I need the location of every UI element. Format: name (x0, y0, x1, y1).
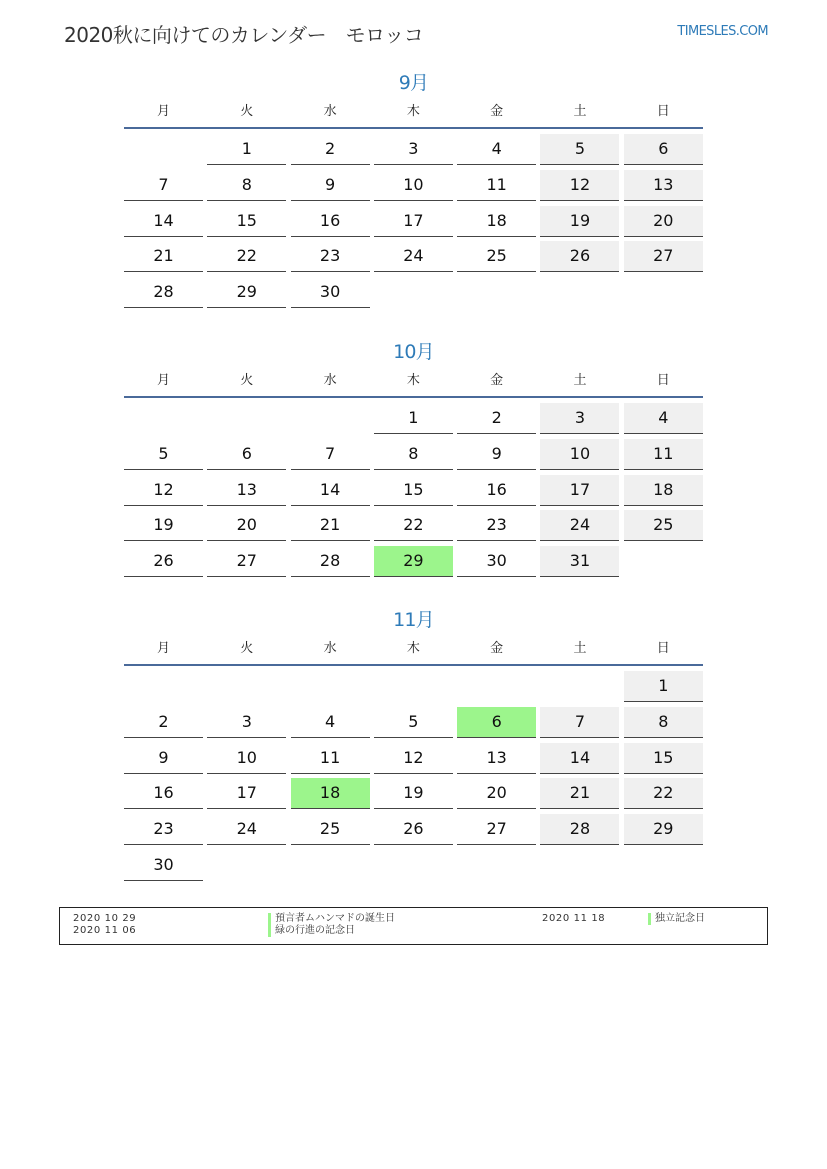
empty-cell (374, 671, 453, 701)
day-cell[interactable]: 29 (624, 814, 703, 845)
month-november (124, 606, 703, 881)
day-cell[interactable]: 23 (291, 241, 370, 272)
day-cell[interactable]: 30 (124, 850, 203, 881)
day-cell[interactable]: 23 (457, 510, 536, 541)
day-cell[interactable]: 20 (207, 510, 286, 541)
day-cell[interactable]: 5 (374, 707, 453, 738)
holiday-legend (59, 907, 768, 945)
day-cell[interactable]: 28 (540, 814, 619, 845)
weekday-label: 水 (323, 373, 337, 388)
day-cell[interactable]: 26 (374, 814, 453, 845)
weekday-label: 木 (406, 373, 420, 388)
empty-cell (207, 403, 286, 433)
day-cell[interactable]: 1 (374, 403, 453, 434)
day-cell[interactable]: 14 (540, 743, 619, 774)
day-cell[interactable]: 28 (124, 277, 203, 308)
day-cell[interactable]: 12 (540, 170, 619, 201)
weekday-header (124, 366, 703, 398)
day-cell[interactable]: 11 (624, 439, 703, 470)
holiday-dates-col-1 (73, 913, 136, 937)
day-cell[interactable]: 17 (540, 475, 619, 506)
day-cell[interactable]: 26 (124, 546, 203, 577)
day-cell[interactable]: 20 (457, 778, 536, 809)
day-cell[interactable]: 3 (374, 134, 453, 165)
day-cell[interactable]: 28 (291, 546, 370, 577)
weekday-label: 土 (573, 104, 587, 119)
weekday-label: 日 (656, 641, 670, 656)
day-cell[interactable]: 16 (457, 475, 536, 506)
empty-cell (124, 134, 203, 164)
day-cell[interactable]: 2 (291, 134, 370, 165)
empty-cell (207, 671, 286, 701)
weekday-label: 木 (406, 104, 420, 119)
month-october (124, 338, 703, 577)
day-cell[interactable]: 18 (291, 778, 370, 809)
day-cell[interactable]: 21 (291, 510, 370, 541)
day-cell[interactable]: 11 (457, 170, 536, 201)
day-cell[interactable]: 24 (374, 241, 453, 272)
weekday-label: 月 (156, 104, 170, 119)
day-cell[interactable]: 21 (540, 778, 619, 809)
weekday-label: 月 (156, 641, 170, 656)
day-cell[interactable]: 4 (457, 134, 536, 165)
page-title: 2020秋に向けてのカレンダー モロッコ (64, 23, 424, 47)
holiday-names-col-2 (648, 913, 705, 925)
weekday-label: 火 (240, 641, 254, 656)
day-cell[interactable]: 10 (540, 439, 619, 470)
day-cell[interactable]: 27 (624, 241, 703, 272)
day-cell[interactable]: 2 (124, 707, 203, 738)
holiday-names-col-1 (268, 913, 395, 937)
day-cell[interactable]: 25 (457, 241, 536, 272)
day-cell[interactable]: 4 (624, 403, 703, 434)
month-title: 11月 (393, 609, 434, 631)
holiday-name: 預言者ムハンマドの誕生日 (268, 913, 395, 925)
site-logo-text[interactable]: TIMESLES.COM (677, 24, 768, 39)
weekday-label: 土 (573, 641, 587, 656)
day-cell[interactable]: 30 (291, 277, 370, 308)
day-cell[interactable]: 8 (624, 707, 703, 738)
day-cell[interactable]: 29 (207, 277, 286, 308)
day-cell[interactable]: 15 (207, 206, 286, 237)
weekday-label: 水 (323, 104, 337, 119)
month-title: 9月 (398, 72, 429, 94)
day-cell[interactable]: 19 (124, 510, 203, 541)
day-cell[interactable]: 6 (624, 134, 703, 165)
day-cell[interactable]: 8 (374, 439, 453, 470)
day-grid (124, 671, 703, 881)
day-cell[interactable]: 22 (374, 510, 453, 541)
day-cell[interactable]: 7 (291, 439, 370, 470)
holiday-name: 緑の行進の記念日 (268, 925, 395, 937)
weekday-label: 木 (406, 641, 420, 656)
day-cell[interactable]: 17 (374, 206, 453, 237)
holiday-date: 2020 11 06 (73, 925, 137, 936)
weekday-label: 火 (240, 373, 254, 388)
day-cell[interactable]: 30 (457, 546, 536, 577)
day-cell[interactable]: 18 (457, 206, 536, 237)
day-cell[interactable]: 14 (124, 206, 203, 237)
day-cell[interactable]: 19 (540, 206, 619, 237)
day-cell[interactable]: 22 (624, 778, 703, 809)
holiday-date: 2020 11 18 (542, 913, 606, 924)
day-cell[interactable]: 15 (624, 743, 703, 774)
day-cell[interactable]: 6 (207, 439, 286, 470)
day-cell[interactable]: 1 (207, 134, 286, 165)
day-cell[interactable]: 24 (540, 510, 619, 541)
day-cell[interactable]: 20 (624, 206, 703, 237)
weekday-header (124, 634, 703, 666)
weekday-label: 日 (656, 104, 670, 119)
day-cell[interactable]: 18 (624, 475, 703, 506)
day-cell[interactable]: 13 (624, 170, 703, 201)
day-cell[interactable]: 9 (291, 170, 370, 201)
day-cell[interactable]: 16 (291, 206, 370, 237)
day-cell[interactable]: 11 (291, 743, 370, 774)
day-cell[interactable]: 27 (457, 814, 536, 845)
weekday-label: 火 (240, 104, 254, 119)
day-cell[interactable]: 7 (540, 707, 619, 738)
day-cell[interactable]: 9 (457, 439, 536, 470)
weekday-label: 日 (656, 373, 670, 388)
day-cell[interactable]: 2 (457, 403, 536, 434)
empty-cell (124, 403, 203, 433)
empty-cell (291, 671, 370, 701)
holiday-name: 独立記念日 (648, 913, 705, 925)
day-cell[interactable]: 13 (457, 743, 536, 774)
weekday-label: 月 (156, 373, 170, 388)
weekday-label: 金 (490, 373, 504, 388)
day-cell[interactable]: 5 (540, 134, 619, 165)
month-title: 10月 (393, 341, 434, 363)
holiday-date: 2020 10 29 (73, 913, 137, 924)
holiday-dates-col-2 (542, 913, 605, 925)
day-cell[interactable]: 9 (124, 743, 203, 774)
day-cell[interactable]: 21 (124, 241, 203, 272)
day-cell[interactable]: 27 (207, 546, 286, 577)
day-cell[interactable]: 10 (207, 743, 286, 774)
weekday-label: 水 (323, 641, 337, 656)
day-cell[interactable]: 7 (124, 170, 203, 201)
day-cell[interactable]: 10 (374, 170, 453, 201)
day-cell[interactable]: 15 (374, 475, 453, 506)
day-cell[interactable]: 23 (124, 814, 203, 845)
day-cell[interactable]: 22 (207, 241, 286, 272)
day-cell[interactable]: 31 (540, 546, 619, 577)
day-cell[interactable]: 16 (124, 778, 203, 809)
weekday-label: 土 (573, 373, 587, 388)
day-cell[interactable]: 17 (207, 778, 286, 809)
weekday-label: 金 (490, 641, 504, 656)
empty-cell (291, 403, 370, 433)
day-cell[interactable]: 25 (291, 814, 370, 845)
empty-cell (457, 671, 536, 701)
weekday-header (124, 97, 703, 129)
day-cell[interactable]: 1 (624, 671, 703, 702)
day-cell[interactable]: 3 (540, 403, 619, 434)
empty-cell (124, 671, 203, 701)
day-cell[interactable]: 24 (207, 814, 286, 845)
day-cell[interactable]: 13 (207, 475, 286, 506)
day-cell[interactable]: 4 (291, 707, 370, 738)
day-cell[interactable]: 26 (540, 241, 619, 272)
day-cell[interactable]: 29 (374, 546, 453, 577)
day-cell[interactable]: 12 (124, 475, 203, 506)
day-cell[interactable]: 25 (624, 510, 703, 541)
day-grid (124, 134, 703, 308)
day-cell[interactable]: 12 (374, 743, 453, 774)
weekday-label: 金 (490, 104, 504, 119)
day-cell[interactable]: 5 (124, 439, 203, 470)
day-grid (124, 403, 703, 577)
day-cell[interactable]: 6 (457, 707, 536, 738)
month-september (124, 69, 703, 308)
day-cell[interactable]: 14 (291, 475, 370, 506)
empty-cell (540, 671, 619, 701)
day-cell[interactable]: 19 (374, 778, 453, 809)
day-cell[interactable]: 3 (207, 707, 286, 738)
day-cell[interactable]: 8 (207, 170, 286, 201)
